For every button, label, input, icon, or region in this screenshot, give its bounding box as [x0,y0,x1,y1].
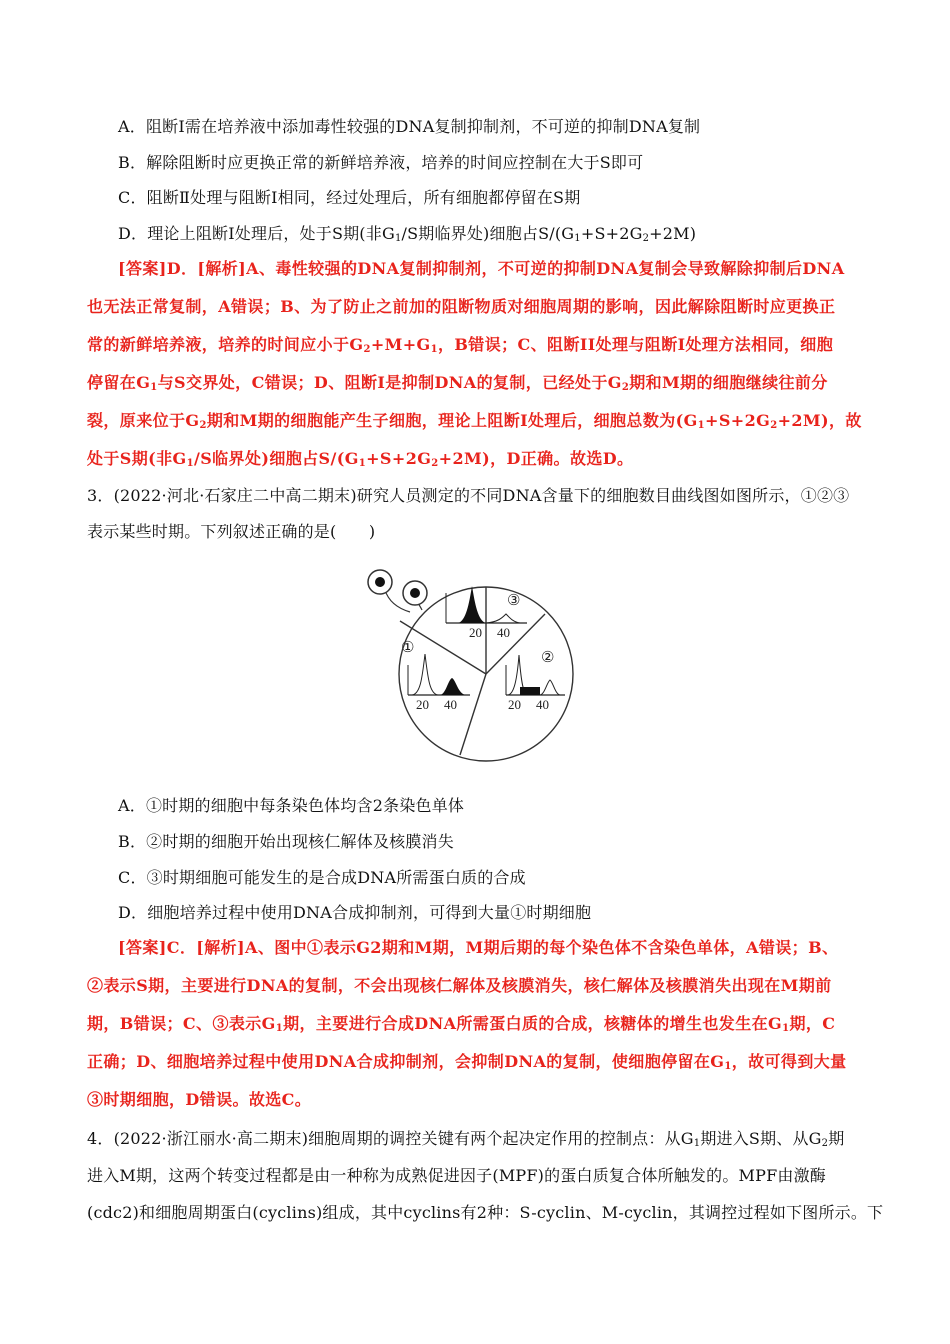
text-run: +S+2G [580,224,643,243]
q3-answer-line-1: [答案]C．[解析]A、图中①表示G2期和M期，M期后期的每个染色体不含染色单体，A错误；B、 [118,938,839,957]
subscript: 2 [199,420,207,431]
q3-answer-line-3 [87,1014,835,1034]
subscript: 1 [430,344,438,355]
text-run: 期，B错误；C、③表示G [87,1014,276,1033]
tick-40: 40 [497,625,510,640]
text-run: 期和M期的细胞继续往前分 [629,373,828,392]
text-run: D．理论上阻断Ⅰ处理后，处于S期(非G [118,224,395,243]
subscript: 1 [150,382,158,393]
q2-option-b: B．解除阻断时应更换正常的新鲜培养液，培养的时间应控制在大于S即可 [118,153,644,172]
tick-20: 20 [469,625,482,640]
subscript: 1 [693,1138,701,1149]
subscript: 1 [186,458,194,469]
subscript: 1 [782,1023,790,1034]
q2-option-d [118,224,696,244]
text-run: 期，C [789,1014,836,1033]
text-run: 正确；D、细胞培养过程中使用DNA合成抑制剂，会抑制DNA的复制，使细胞停留在G [87,1052,725,1071]
q2-answer-line-5 [87,411,862,431]
tick-20: 20 [508,697,521,712]
q2-option-c: C．阻断Ⅱ处理与阻断Ⅰ相同，经过处理后，所有细胞都停留在S期 [118,188,581,207]
q2-answer-line-2: 也无法正常复制，A错误；B、为了防止之前加的阻断物质对细胞周期的影响，因此解除阻断时应更换正 [87,297,836,316]
text-run: 常的新鲜培养液，培养的时间应小于G [87,335,364,354]
text-run: 裂，原来位于G [87,411,200,430]
q2-answer-line-6 [87,449,633,469]
q3-stem-line-1: 3．(2022·河北·石家庄二中高二期末)研究人员测定的不同DNA含量下的细胞数目曲线图如图所示，①②③ [87,486,850,505]
subscript: 1 [275,1023,284,1034]
q4-stem-line-2: 进入M期，这两个转变过程都是由一种称为成熟促进因子(MPF)的蛋白质复合体所触发的。MPF由激酶 [87,1166,826,1185]
q3-option-b: B．②时期的细胞开始出现核仁解体及核膜消失 [118,832,454,851]
text-run: 4．(2022·浙江丽水·高二期末)细胞周期的调控关键有两个起决定作用的控制点：从G [87,1129,694,1148]
subscript: 2 [621,382,630,393]
subscript: 1 [358,458,367,469]
q3-answer-line-4 [87,1052,847,1072]
text-run: +S+2G [366,449,432,468]
s-phase-block [520,687,540,695]
text-run: 期，主要进行合成DNA所需蛋白质的合成，核糖体的增生也发生在G [283,1014,783,1033]
q2-answer-line-1: [答案]D．[解析]A、毒性较强的DNA复制抑制剂，不可逆的抑制DNA复制会导致解除抑制后DNA [118,259,845,278]
text-run: 期和M期的细胞能产生子细胞，理论上阻断Ⅰ处理后，细胞总数为(G [206,411,698,430]
q4-stem-line-1 [87,1129,844,1149]
subscript: 1 [724,1061,732,1072]
subscript: 2 [821,1138,829,1149]
text-run: +2M)，D正确。故选D。 [438,449,634,468]
text-run: /S临界处)细胞占S/(G [193,449,359,468]
text-run: 与S交界处，C错误；D、阻断I是抑制DNA的复制，已经处于G [157,373,622,392]
text-run: ，B错误；C、阻断II处理与阻断I处理方法相同，细胞 [437,335,834,354]
subscript: 2 [770,420,778,431]
text-run: 停留在G [87,373,151,392]
panel-2-label: ② [541,650,555,666]
tick-40: 40 [444,697,457,712]
subscript: 1 [697,420,706,431]
q4-stem-line-3: (cdc2)和细胞周期蛋白(cyclins)组成，其中cyclins有2种：S-cyclin、M-cyclin，其调控过程如下图所示。下 [87,1203,884,1222]
tick-20: 20 [416,697,429,712]
text-run: ，故可得到大量 [731,1052,847,1071]
eye-left-pupil [375,577,385,587]
eye-right-pupil [410,588,420,598]
subscript: 2 [431,458,439,469]
q2-answer-line-4 [87,373,828,393]
cell-cycle-dna-figure [360,566,590,762]
text-run: 期 [828,1129,845,1148]
text-run: /S期临界处)细胞占S/(G [401,224,575,243]
subscript: 1 [394,233,402,244]
text-run: 处于S期(非G [87,449,187,468]
q2-option-a: A．阻断Ⅰ需在培养液中添加毒性较强的DNA复制抑制剂，不可逆的抑制DNA复制 [118,117,701,136]
q3-option-c: C．③时期细胞可能发生的是合成DNA所需蛋白质的合成 [118,868,526,887]
panel-1-label: ① [401,640,415,656]
tick-40: 40 [536,697,549,712]
q2-answer-line-3 [87,335,833,355]
text-run: +2M)，故 [777,411,862,430]
subscript: 1 [574,233,581,244]
text-run: +M+G [370,335,431,354]
panel-3-label: ③ [507,593,521,609]
text-run: +S+2G [705,411,771,430]
text-run: 期进入S期、从G [700,1129,822,1148]
q3-stem-line-2: 表示某些时期。下列叙述正确的是( ) [87,522,376,541]
q3-option-a: A．①时期的细胞中每条染色体均含2条染色单体 [118,796,465,815]
q3-option-d: D．细胞培养过程中使用DNA合成抑制剂，可得到大量①时期细胞 [118,903,592,922]
q3-answer-line-2: ②表示S期，主要进行DNA的复制，不会出现核仁解体及核膜消失，核仁解体及核膜消失出现在M期前 [87,976,832,995]
q3-answer-line-5: ③时期细胞，D错误。故选C。 [87,1090,312,1109]
subscript: 2 [363,344,371,355]
text-run: +2M) [649,224,697,243]
subscript: 2 [642,233,650,244]
